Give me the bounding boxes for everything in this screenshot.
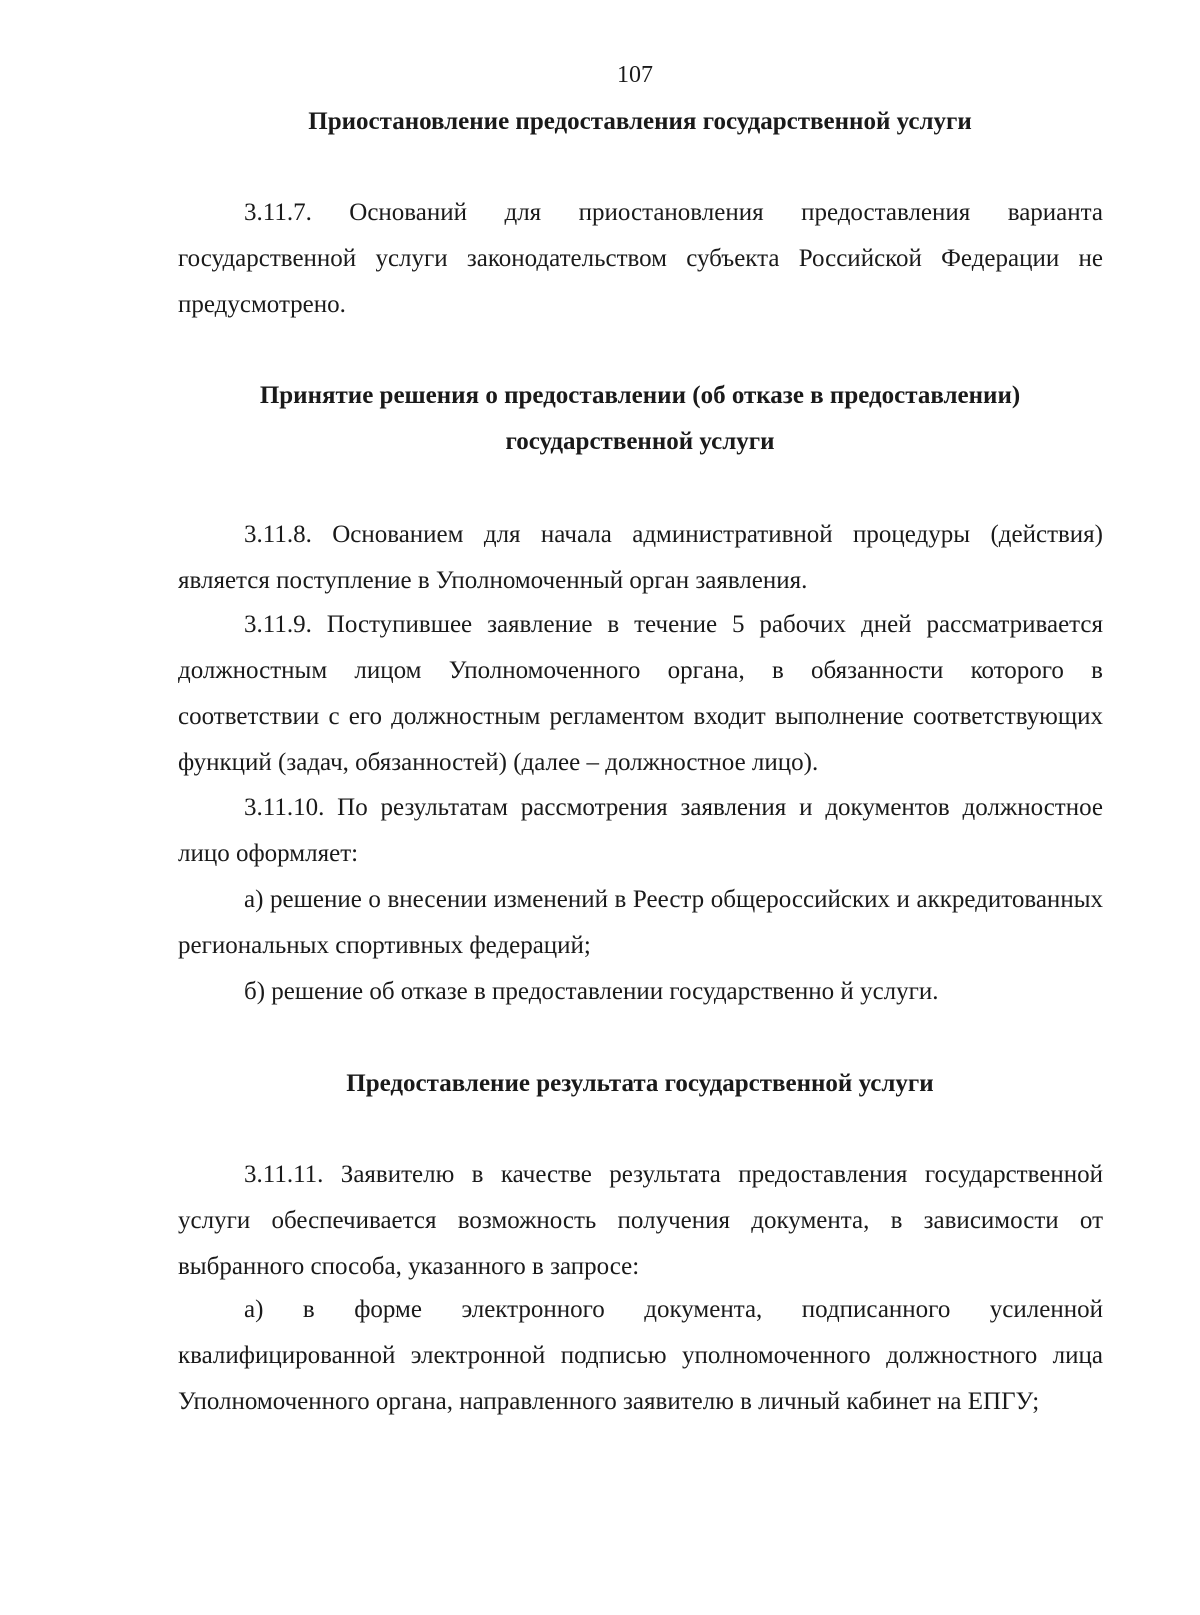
section-heading-suspension: Приостановление предоставления государственной услуги bbox=[308, 108, 972, 135]
section-heading-decision-line2: государственной услуги bbox=[505, 428, 775, 455]
page-number: 107 bbox=[617, 62, 653, 88]
list-item-a-electronic: а) в форме электронного документа, подписанного усиленной квалифицированной электронной подписью уполномоченного должностного лица Уполномоченного органа, направленного заявителю в личный кабинет на ЕПГУ; bbox=[178, 1296, 1103, 1415]
paragraph-3-11-7: 3.11.7. Оснований для приостановления предоставления варианта государственной услуги законодательством субъекта Российской Федерации не предусмотрено. bbox=[178, 199, 1103, 318]
paragraph-3-11-9: 3.11.9. Поступившее заявление в течение 5 рабочих дней рассматривается должностным лицом Уполномоченного органа, в обязанности которого в соответствии с его должностным регламентом входит выполнение соответствующих функций (задач, обязанностей) (далее – должностное лицо). bbox=[178, 611, 1103, 776]
paragraph-3-11-8: 3.11.8. Основанием для начала административной процедуры (действия) является поступление в Уполномоченный орган заявления. bbox=[178, 521, 1103, 594]
paragraph-3-11-10: 3.11.10. По результатам рассмотрения заявления и документов должностное лицо оформляет: bbox=[178, 794, 1103, 867]
section-heading-result: Предоставление результата государственной услуги bbox=[346, 1070, 934, 1097]
list-item-b-refusal: б) решение об отказе в предоставлении государственно й услуги. bbox=[244, 978, 939, 1005]
section-heading-decision-line1: Принятие решения о предоставлении (об отказе в предоставлении) bbox=[259, 382, 1021, 409]
list-item-a-registry: а) решение о внесении изменений в Реестр общероссийских и аккредитованных региональных спортивных федераций; bbox=[178, 886, 1103, 959]
paragraph-3-11-11: 3.11.11. Заявителю в качестве результата предоставления государственной услуги обеспечивается возможность получения документа, в зависимости от выбранного способа, указанного в запросе: bbox=[178, 1161, 1103, 1280]
